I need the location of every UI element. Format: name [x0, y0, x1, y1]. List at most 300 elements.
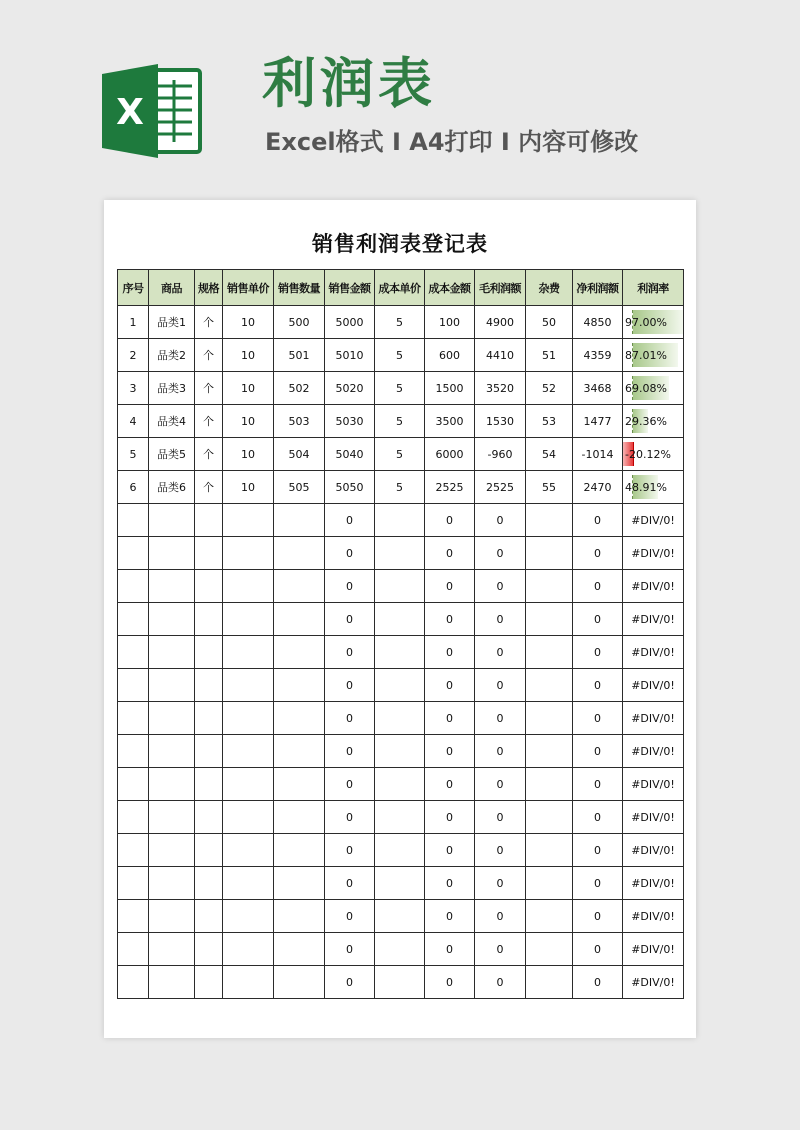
page-subtitle: Excel格式 I A4打印 I 内容可修改 [265, 128, 639, 156]
cell-sales[interactable]: 0 [325, 735, 375, 768]
cell-blank[interactable] [223, 867, 274, 900]
cell-cost[interactable]: 0 [425, 834, 475, 867]
cell-blank[interactable] [526, 867, 573, 900]
cell-blank[interactable] [118, 669, 149, 702]
table-row-empty [118, 636, 684, 669]
cell-item[interactable]: 品类6 [149, 471, 195, 504]
cell-blank[interactable] [223, 801, 274, 834]
cell-cost[interactable]: 0 [425, 966, 475, 999]
cell-qty[interactable]: 502 [274, 372, 325, 405]
cell-sales[interactable]: 5020 [325, 372, 375, 405]
cell-cost[interactable]: 0 [425, 570, 475, 603]
table-row-empty [118, 966, 684, 999]
cell-qty[interactable]: 503 [274, 405, 325, 438]
logo-letter: X [116, 92, 144, 133]
cell-blank[interactable] [526, 900, 573, 933]
cell-qty[interactable]: 505 [274, 471, 325, 504]
table-row-empty [118, 504, 684, 537]
cell-cost[interactable]: 0 [425, 735, 475, 768]
cell-blank[interactable] [526, 966, 573, 999]
cell-sales[interactable]: 0 [325, 669, 375, 702]
table-row-empty [118, 603, 684, 636]
cell-net[interactable]: 0 [573, 702, 623, 735]
cell-cost[interactable]: 100 [425, 306, 475, 339]
column-header[interactable]: 净利润额 [573, 270, 623, 306]
cell-blank[interactable] [149, 669, 195, 702]
cell-gross[interactable]: -960 [475, 438, 526, 471]
cell-no[interactable]: 4 [118, 405, 149, 438]
cell-blank[interactable] [223, 834, 274, 867]
cell-sales[interactable]: 5050 [325, 471, 375, 504]
column-header[interactable]: 杂费 [526, 270, 573, 306]
table-row-empty [118, 933, 684, 966]
table-row-empty [118, 669, 684, 702]
cell-gross[interactable]: 0 [475, 900, 526, 933]
cell-blank[interactable] [375, 537, 425, 570]
cell-blank[interactable] [223, 636, 274, 669]
cell-unit-cost[interactable]: 5 [375, 339, 425, 372]
table-row [118, 438, 684, 471]
cell-gross[interactable]: 0 [475, 834, 526, 867]
cell-unit-cost[interactable]: 5 [375, 306, 425, 339]
cell-sales[interactable]: 0 [325, 933, 375, 966]
cell-blank[interactable] [375, 834, 425, 867]
cell-gross[interactable]: 1530 [475, 405, 526, 438]
cell-unit-cost[interactable]: 5 [375, 405, 425, 438]
cell-blank[interactable] [223, 966, 274, 999]
profit-rate-value: 48.91% [625, 480, 667, 494]
cell-misc[interactable]: 55 [526, 471, 573, 504]
cell-profit-rate[interactable] [623, 306, 684, 339]
cell-sales[interactable]: 0 [325, 867, 375, 900]
cell-net[interactable]: 0 [573, 603, 623, 636]
cell-blank[interactable] [149, 636, 195, 669]
cell-cost[interactable]: 1500 [425, 372, 475, 405]
cell-blank[interactable] [274, 768, 325, 801]
table-row [118, 372, 684, 405]
cell-blank[interactable] [375, 735, 425, 768]
cell-spec[interactable]: 个 [195, 471, 223, 504]
cell-rate[interactable]: #DIV/0! [623, 504, 684, 537]
cell-rate[interactable]: #DIV/0! [623, 834, 684, 867]
cell-rate[interactable]: #DIV/0! [623, 636, 684, 669]
cell-blank[interactable] [195, 669, 223, 702]
cell-price[interactable]: 10 [223, 306, 274, 339]
cell-blank[interactable] [118, 900, 149, 933]
cell-net[interactable]: 0 [573, 933, 623, 966]
profit-rate-value: -20.12% [625, 447, 671, 461]
cell-blank[interactable] [375, 768, 425, 801]
cell-blank[interactable] [118, 636, 149, 669]
cell-blank[interactable] [375, 801, 425, 834]
cell-rate[interactable]: #DIV/0! [623, 702, 684, 735]
cell-cost[interactable]: 0 [425, 933, 475, 966]
cell-cost[interactable]: 0 [425, 801, 475, 834]
profit-rate-value: 69.08% [625, 381, 667, 395]
cell-spec[interactable]: 个 [195, 372, 223, 405]
cell-rate[interactable]: #DIV/0! [623, 735, 684, 768]
cell-gross[interactable]: 0 [475, 636, 526, 669]
cell-blank[interactable] [274, 603, 325, 636]
cell-sales[interactable]: 5010 [325, 339, 375, 372]
cell-blank[interactable] [274, 735, 325, 768]
cell-blank[interactable] [526, 636, 573, 669]
cell-blank[interactable] [118, 768, 149, 801]
cell-price[interactable]: 10 [223, 372, 274, 405]
cell-cost[interactable]: 0 [425, 702, 475, 735]
cell-blank[interactable] [118, 504, 149, 537]
excel-logo-icon [100, 62, 204, 160]
cell-misc[interactable]: 53 [526, 405, 573, 438]
profit-rate-value: 87.01% [625, 348, 667, 362]
cell-rate[interactable]: #DIV/0! [623, 537, 684, 570]
cell-cost[interactable]: 0 [425, 900, 475, 933]
cell-blank[interactable] [149, 702, 195, 735]
profit-rate-value: 29.36% [625, 414, 667, 428]
column-header[interactable]: 销售金额 [325, 270, 375, 306]
cell-cost[interactable]: 0 [425, 603, 475, 636]
cell-blank[interactable] [375, 933, 425, 966]
cell-no[interactable]: 3 [118, 372, 149, 405]
cell-blank[interactable] [526, 702, 573, 735]
cell-rate[interactable]: #DIV/0! [623, 603, 684, 636]
cell-blank[interactable] [274, 834, 325, 867]
column-header[interactable]: 销售数量 [274, 270, 325, 306]
cell-blank[interactable] [223, 900, 274, 933]
cell-net[interactable]: 0 [573, 570, 623, 603]
cell-no[interactable]: 5 [118, 438, 149, 471]
table-row-empty [118, 867, 684, 900]
cell-blank[interactable] [149, 504, 195, 537]
cell-net[interactable]: 0 [573, 834, 623, 867]
cell-blank[interactable] [274, 900, 325, 933]
cell-cost[interactable]: 0 [425, 867, 475, 900]
cell-price[interactable]: 10 [223, 438, 274, 471]
column-header[interactable]: 成本单价 [375, 270, 425, 306]
cell-sales[interactable]: 5030 [325, 405, 375, 438]
cell-net[interactable]: 0 [573, 735, 623, 768]
cell-item[interactable]: 品类1 [149, 306, 195, 339]
cell-sales[interactable]: 0 [325, 966, 375, 999]
cell-net[interactable]: 3468 [573, 372, 623, 405]
cell-cost[interactable]: 2525 [425, 471, 475, 504]
cell-blank[interactable] [149, 801, 195, 834]
cell-gross[interactable]: 0 [475, 504, 526, 537]
cell-blank[interactable] [223, 669, 274, 702]
cell-sales[interactable]: 0 [325, 636, 375, 669]
cell-item[interactable]: 品类3 [149, 372, 195, 405]
cell-blank[interactable] [526, 669, 573, 702]
table-row [118, 471, 684, 504]
cell-blank[interactable] [526, 504, 573, 537]
cell-rate[interactable]: #DIV/0! [623, 900, 684, 933]
cell-sales[interactable]: 0 [325, 768, 375, 801]
table-row-empty [118, 537, 684, 570]
cell-sales[interactable]: 0 [325, 834, 375, 867]
cell-cost[interactable]: 0 [425, 537, 475, 570]
cell-blank[interactable] [274, 867, 325, 900]
cell-profit-rate[interactable] [623, 438, 684, 471]
cell-misc[interactable]: 51 [526, 339, 573, 372]
cell-rate[interactable]: #DIV/0! [623, 669, 684, 702]
cell-blank[interactable] [526, 570, 573, 603]
cell-blank[interactable] [195, 570, 223, 603]
cell-unit-cost[interactable]: 5 [375, 372, 425, 405]
cell-blank[interactable] [375, 702, 425, 735]
cell-blank[interactable] [149, 768, 195, 801]
cell-cost[interactable]: 0 [425, 504, 475, 537]
cell-blank[interactable] [149, 900, 195, 933]
table-row-empty [118, 801, 684, 834]
cell-net[interactable]: 0 [573, 537, 623, 570]
cell-cost[interactable]: 3500 [425, 405, 475, 438]
cell-net[interactable]: -1014 [573, 438, 623, 471]
cell-sales[interactable]: 0 [325, 537, 375, 570]
cell-gross[interactable]: 4410 [475, 339, 526, 372]
cell-net[interactable]: 0 [573, 867, 623, 900]
cell-gross[interactable]: 0 [475, 735, 526, 768]
cell-net[interactable]: 0 [573, 801, 623, 834]
cell-rate[interactable]: #DIV/0! [623, 867, 684, 900]
cell-blank[interactable] [375, 900, 425, 933]
table-row-empty [118, 702, 684, 735]
cell-blank[interactable] [223, 537, 274, 570]
cell-blank[interactable] [149, 933, 195, 966]
cell-gross[interactable]: 0 [475, 702, 526, 735]
profit-rate-value: 97.00% [625, 315, 667, 329]
cell-gross[interactable]: 0 [475, 570, 526, 603]
cell-blank[interactable] [118, 801, 149, 834]
cell-item[interactable]: 品类4 [149, 405, 195, 438]
cell-blank[interactable] [526, 735, 573, 768]
cell-sales[interactable]: 5000 [325, 306, 375, 339]
cell-rate[interactable]: #DIV/0! [623, 801, 684, 834]
table-row [118, 405, 684, 438]
cell-rate[interactable]: #DIV/0! [623, 933, 684, 966]
cell-blank[interactable] [195, 867, 223, 900]
cell-net[interactable]: 0 [573, 504, 623, 537]
profit-table [117, 269, 684, 999]
cell-blank[interactable] [195, 504, 223, 537]
cell-blank[interactable] [274, 570, 325, 603]
cell-spec[interactable]: 个 [195, 339, 223, 372]
cell-blank[interactable] [223, 702, 274, 735]
cell-qty[interactable]: 504 [274, 438, 325, 471]
cell-price[interactable]: 10 [223, 405, 274, 438]
sheet-paper [104, 200, 696, 1038]
page-title: 利润表 [262, 52, 436, 115]
cell-gross[interactable]: 0 [475, 768, 526, 801]
cell-net[interactable]: 1477 [573, 405, 623, 438]
cell-blank[interactable] [375, 636, 425, 669]
cell-blank[interactable] [118, 702, 149, 735]
table-row-empty [118, 735, 684, 768]
cell-gross[interactable]: 0 [475, 801, 526, 834]
cell-blank[interactable] [149, 603, 195, 636]
cell-blank[interactable] [149, 735, 195, 768]
cell-blank[interactable] [223, 933, 274, 966]
cell-blank[interactable] [223, 504, 274, 537]
cell-blank[interactable] [118, 537, 149, 570]
cell-blank[interactable] [375, 603, 425, 636]
cell-blank[interactable] [195, 966, 223, 999]
table-row-empty [118, 900, 684, 933]
cell-profit-rate[interactable] [623, 339, 684, 372]
cell-cost[interactable]: 600 [425, 339, 475, 372]
cell-item[interactable]: 品类2 [149, 339, 195, 372]
table-row-empty [118, 768, 684, 801]
cell-blank[interactable] [195, 801, 223, 834]
cell-blank[interactable] [526, 537, 573, 570]
cell-blank[interactable] [274, 702, 325, 735]
cell-sales[interactable]: 0 [325, 702, 375, 735]
column-header[interactable]: 序号 [118, 270, 149, 306]
cell-blank[interactable] [195, 735, 223, 768]
table-row [118, 306, 684, 339]
cell-cost[interactable]: 0 [425, 768, 475, 801]
cell-blank[interactable] [223, 603, 274, 636]
cell-no[interactable]: 6 [118, 471, 149, 504]
column-header[interactable]: 利润率 [623, 270, 684, 306]
cell-profit-rate[interactable] [623, 471, 684, 504]
cell-no[interactable]: 2 [118, 339, 149, 372]
cell-blank[interactable] [195, 636, 223, 669]
cell-blank[interactable] [118, 867, 149, 900]
cell-net[interactable]: 0 [573, 900, 623, 933]
cell-blank[interactable] [274, 966, 325, 999]
cell-gross[interactable]: 0 [475, 933, 526, 966]
cell-blank[interactable] [118, 834, 149, 867]
cell-net[interactable]: 2470 [573, 471, 623, 504]
table-row-empty [118, 834, 684, 867]
cell-no[interactable]: 1 [118, 306, 149, 339]
cell-net[interactable]: 0 [573, 768, 623, 801]
cell-net[interactable]: 0 [573, 966, 623, 999]
cell-gross[interactable]: 0 [475, 537, 526, 570]
cell-blank[interactable] [195, 900, 223, 933]
cell-spec[interactable]: 个 [195, 405, 223, 438]
cell-blank[interactable] [274, 669, 325, 702]
cell-profit-rate[interactable] [623, 405, 684, 438]
cell-gross[interactable]: 0 [475, 867, 526, 900]
cell-blank[interactable] [526, 834, 573, 867]
cell-blank[interactable] [375, 570, 425, 603]
cell-spec[interactable]: 个 [195, 438, 223, 471]
cell-price[interactable]: 10 [223, 339, 274, 372]
cell-blank[interactable] [274, 537, 325, 570]
cell-blank[interactable] [274, 801, 325, 834]
cell-blank[interactable] [223, 570, 274, 603]
table-header-row [118, 270, 684, 306]
cell-blank[interactable] [526, 768, 573, 801]
cell-blank[interactable] [526, 801, 573, 834]
cell-misc[interactable]: 50 [526, 306, 573, 339]
cell-sales[interactable]: 5040 [325, 438, 375, 471]
cell-blank[interactable] [118, 735, 149, 768]
cell-cost[interactable]: 6000 [425, 438, 475, 471]
table-row [118, 339, 684, 372]
cell-rate[interactable]: #DIV/0! [623, 570, 684, 603]
column-header[interactable]: 销售单价 [223, 270, 274, 306]
cell-misc[interactable]: 54 [526, 438, 573, 471]
cell-net[interactable]: 4359 [573, 339, 623, 372]
cell-blank[interactable] [195, 834, 223, 867]
cell-blank[interactable] [526, 933, 573, 966]
cell-sales[interactable]: 0 [325, 801, 375, 834]
cell-profit-rate[interactable] [623, 372, 684, 405]
cell-qty[interactable]: 501 [274, 339, 325, 372]
banner [0, 0, 800, 190]
cell-gross[interactable]: 0 [475, 669, 526, 702]
cell-blank[interactable] [375, 669, 425, 702]
cell-blank[interactable] [118, 603, 149, 636]
cell-unit-cost[interactable]: 5 [375, 471, 425, 504]
cell-gross[interactable]: 2525 [475, 471, 526, 504]
cell-price[interactable]: 10 [223, 471, 274, 504]
cell-blank[interactable] [223, 768, 274, 801]
cell-cost[interactable]: 0 [425, 669, 475, 702]
column-header[interactable]: 毛利润额 [475, 270, 526, 306]
cell-sales[interactable]: 0 [325, 900, 375, 933]
cell-blank[interactable] [195, 537, 223, 570]
cell-misc[interactable]: 52 [526, 372, 573, 405]
cell-blank[interactable] [274, 636, 325, 669]
cell-item[interactable]: 品类5 [149, 438, 195, 471]
cell-spec[interactable]: 个 [195, 306, 223, 339]
cell-blank[interactable] [223, 735, 274, 768]
cell-sales[interactable]: 0 [325, 570, 375, 603]
table-row-empty [118, 570, 684, 603]
cell-rate[interactable]: #DIV/0! [623, 768, 684, 801]
cell-blank[interactable] [149, 570, 195, 603]
cell-blank[interactable] [375, 966, 425, 999]
cell-unit-cost[interactable]: 5 [375, 438, 425, 471]
cell-blank[interactable] [375, 867, 425, 900]
cell-blank[interactable] [526, 603, 573, 636]
cell-blank[interactable] [118, 933, 149, 966]
cell-gross[interactable]: 0 [475, 603, 526, 636]
cell-blank[interactable] [149, 966, 195, 999]
cell-blank[interactable] [195, 702, 223, 735]
cell-blank[interactable] [274, 504, 325, 537]
cell-net[interactable]: 0 [573, 669, 623, 702]
cell-blank[interactable] [118, 570, 149, 603]
cell-sales[interactable]: 0 [325, 603, 375, 636]
sheet-title: 销售利润表登记表 [312, 232, 488, 256]
column-header[interactable]: 成本金额 [425, 270, 475, 306]
cell-blank[interactable] [149, 867, 195, 900]
cell-net[interactable]: 0 [573, 636, 623, 669]
cell-gross[interactable]: 3520 [475, 372, 526, 405]
cell-blank[interactable] [118, 966, 149, 999]
cell-blank[interactable] [149, 537, 195, 570]
cell-blank[interactable] [149, 834, 195, 867]
cell-gross[interactable]: 0 [475, 966, 526, 999]
cell-qty[interactable]: 500 [274, 306, 325, 339]
cell-blank[interactable] [274, 933, 325, 966]
cell-blank[interactable] [195, 933, 223, 966]
cell-rate[interactable]: #DIV/0! [623, 966, 684, 999]
cell-sales[interactable]: 0 [325, 504, 375, 537]
cell-blank[interactable] [375, 504, 425, 537]
cell-gross[interactable]: 4900 [475, 306, 526, 339]
cell-cost[interactable]: 0 [425, 636, 475, 669]
column-header[interactable]: 规格 [195, 270, 223, 306]
cell-net[interactable]: 4850 [573, 306, 623, 339]
cell-blank[interactable] [195, 768, 223, 801]
column-header[interactable]: 商品 [149, 270, 195, 306]
cell-blank[interactable] [195, 603, 223, 636]
